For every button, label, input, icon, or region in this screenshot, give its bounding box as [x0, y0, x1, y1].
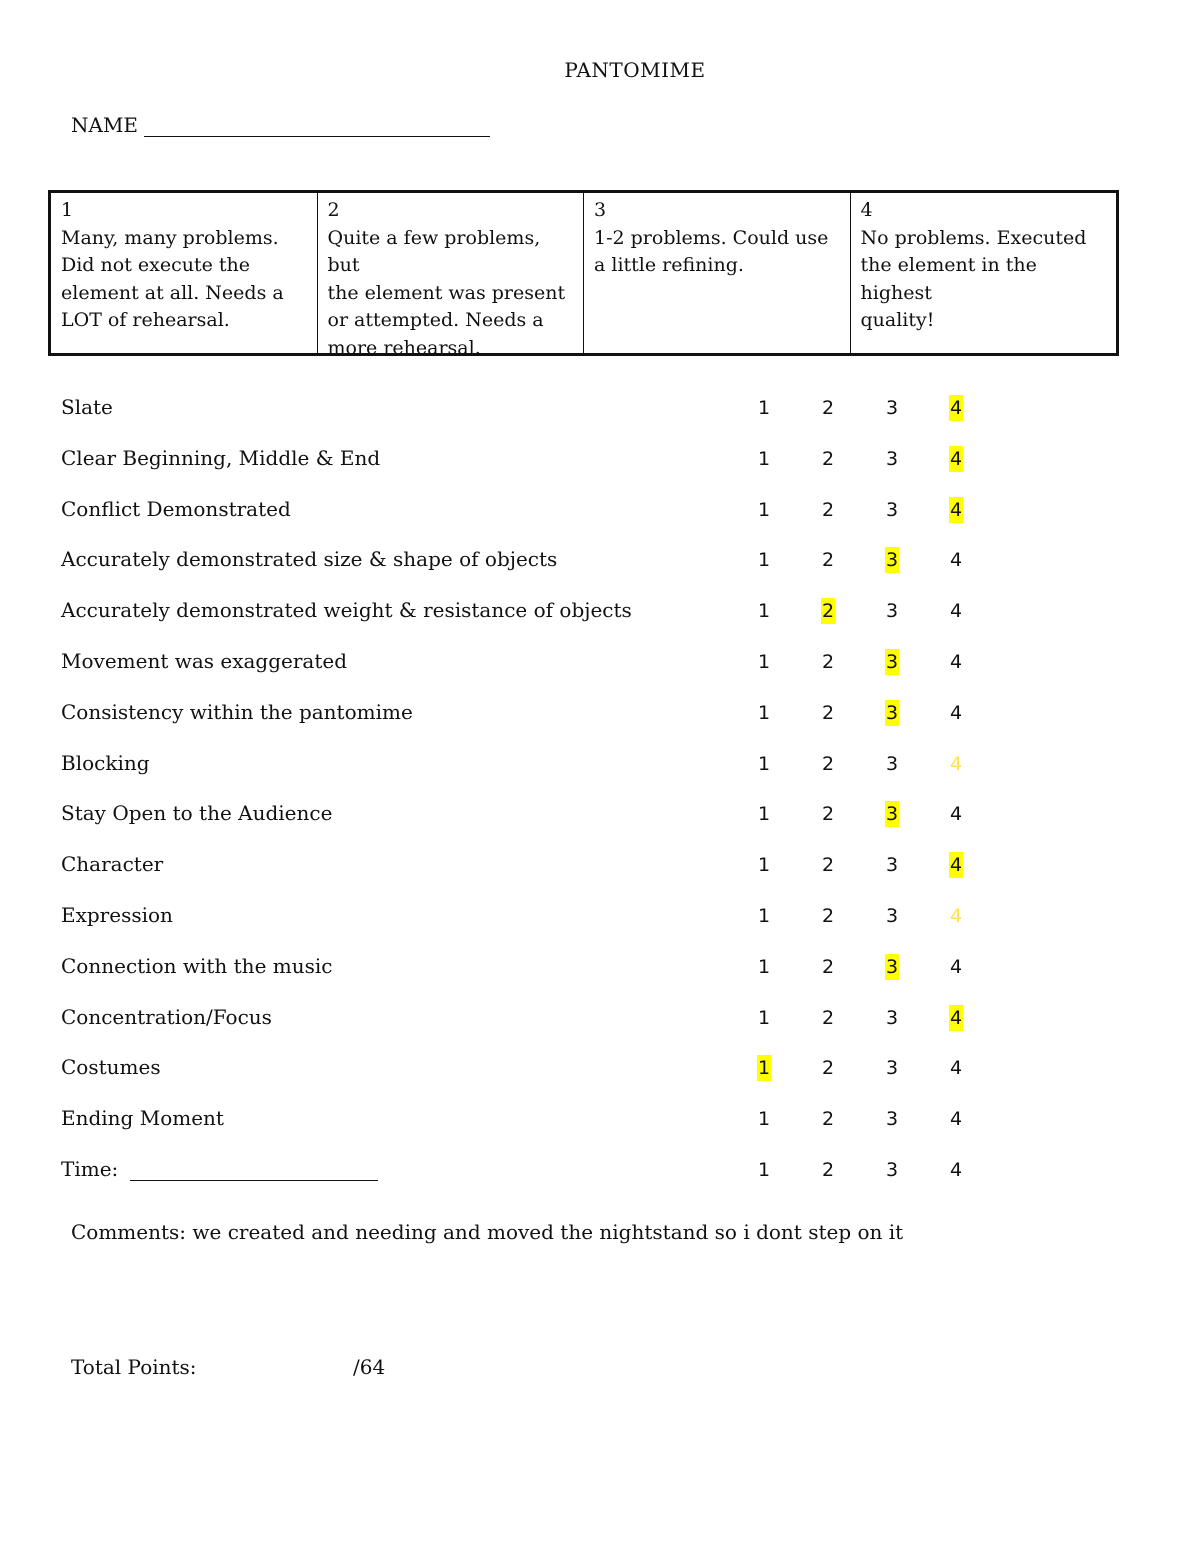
- score-option-1[interactable]: 1: [758, 651, 771, 673]
- score-option-4[interactable]: 4: [950, 1159, 963, 1181]
- score-option-3[interactable]: 3: [886, 397, 899, 419]
- scale-description-line: the element in the highest: [860, 254, 1037, 304]
- criterion-label: [61, 1055, 161, 1079]
- criterion-label-text: Conflict Demonstrated: [61, 497, 291, 521]
- criterion-label-text: Movement was exaggerated: [61, 649, 348, 673]
- score-option-4[interactable]: 4: [950, 753, 963, 775]
- criterion-label-text: Character: [61, 852, 164, 876]
- score-option-4[interactable]: 4: [950, 600, 963, 622]
- score-option-4[interactable]: 4: [950, 803, 963, 825]
- score-option-1[interactable]: 1: [758, 702, 771, 724]
- score-option-4[interactable]: 4: [950, 397, 963, 419]
- scale-description-line: Quite a few problems, but: [327, 226, 541, 276]
- criterion-label-text: Accurately demonstrated size & shape of objects: [61, 547, 558, 571]
- scale-description-line: Many, many problems.: [61, 226, 279, 249]
- score-option-3[interactable]: 3: [886, 1108, 899, 1130]
- criterion-label-text: Stay Open to the Audience: [61, 801, 333, 825]
- score-option-4[interactable]: 4: [950, 1057, 963, 1079]
- criterion-label-text: Time:: [61, 1157, 119, 1181]
- score-option-3[interactable]: 3: [886, 651, 899, 673]
- criterion-label-text: Clear Beginning, Middle & End: [61, 446, 381, 470]
- score-option-1[interactable]: 1: [758, 1108, 771, 1130]
- score-option-2[interactable]: 2: [822, 854, 835, 876]
- criterion-label-text: Consistency within the pantomime: [61, 700, 413, 724]
- criterion-row: [0, 1005, 1200, 1039]
- score-option-2[interactable]: 2: [822, 499, 835, 521]
- score-option-1[interactable]: 1: [758, 905, 771, 927]
- criterion-label: [61, 954, 332, 978]
- criterion-label-text: Connection with the music: [61, 954, 333, 978]
- scale-description-line: more rehearsal.: [327, 336, 481, 359]
- score-option-4[interactable]: 4: [950, 1108, 963, 1130]
- criterion-label: [61, 446, 380, 470]
- scoring-scale-table: [48, 190, 1119, 359]
- scale-cell-3: [584, 193, 851, 353]
- scale-description-line: 1-2 problems. Could use: [594, 226, 829, 249]
- score-option-3[interactable]: 3: [886, 448, 899, 470]
- scale-cell-2: [318, 193, 585, 359]
- score-option-2[interactable]: 2: [822, 905, 835, 927]
- score-option-4[interactable]: 4: [950, 549, 963, 571]
- criterion-label: [61, 700, 413, 724]
- score-option-3[interactable]: 3: [886, 905, 899, 927]
- criterion-row: [0, 395, 1200, 429]
- score-option-1[interactable]: 1: [758, 499, 771, 521]
- scale-description-line: No problems. Executed: [860, 226, 1087, 249]
- criterion-row: [0, 649, 1200, 683]
- criterion-row: [0, 1157, 1200, 1191]
- score-option-2[interactable]: 2: [822, 397, 835, 419]
- scale-cell-4: [851, 193, 1117, 353]
- score-option-1[interactable]: 1: [758, 854, 771, 876]
- criterion-label: [61, 547, 557, 571]
- criterion-row: [0, 954, 1200, 988]
- criterion-label: [61, 649, 347, 673]
- score-option-1[interactable]: 1: [758, 1159, 771, 1181]
- score-option-3[interactable]: 3: [886, 549, 899, 571]
- scale-description-line: Did not execute the: [61, 254, 250, 276]
- score-option-2[interactable]: 2: [822, 956, 835, 978]
- total-points-max: /64: [353, 1355, 386, 1379]
- score-option-3[interactable]: 3: [886, 1007, 899, 1029]
- scale-description-line: LOT of rehearsal.: [61, 309, 230, 331]
- name-field: [71, 113, 490, 137]
- total-points-label: Total Points:: [71, 1355, 197, 1379]
- score-option-4[interactable]: 4: [950, 1007, 963, 1029]
- scale-number: 3: [594, 199, 607, 221]
- score-option-1[interactable]: 1: [758, 448, 771, 470]
- criterion-row: [0, 903, 1200, 937]
- scale-description-line: element at all. Needs a: [61, 281, 284, 304]
- criterion-label-text: Accurately demonstrated weight & resistance of objects: [61, 598, 632, 622]
- score-option-3[interactable]: 3: [886, 854, 899, 876]
- name-label: NAME: [71, 113, 139, 137]
- criterion-label: [61, 598, 632, 622]
- time-blank[interactable]: [130, 1160, 378, 1181]
- score-option-4[interactable]: 4: [950, 905, 963, 927]
- name-blank[interactable]: [144, 116, 490, 137]
- criterion-row: [0, 801, 1200, 835]
- comments-text: Comments: we created and needing and moved the nightstand so i dont step on it: [71, 1220, 904, 1244]
- criterion-label-text: Concentration/Focus: [61, 1005, 272, 1029]
- criterion-label-text: Ending Moment: [61, 1106, 224, 1130]
- score-option-3[interactable]: 3: [886, 702, 899, 724]
- score-option-2[interactable]: 2: [822, 803, 835, 825]
- criterion-label: [61, 903, 173, 927]
- criterion-row: [0, 497, 1200, 531]
- criterion-row: [0, 446, 1200, 480]
- scale-number: 1: [61, 199, 74, 221]
- scale-cell-1: [51, 193, 318, 353]
- score-option-3[interactable]: 3: [886, 956, 899, 978]
- score-option-2[interactable]: 2: [822, 1159, 835, 1181]
- page-title: PANTOMIME: [564, 58, 706, 82]
- score-option-3[interactable]: 3: [886, 1057, 899, 1079]
- criterion-label: [61, 1157, 378, 1181]
- criterion-row: [0, 751, 1200, 785]
- score-option-1[interactable]: 1: [758, 600, 771, 622]
- score-option-1[interactable]: 1: [758, 549, 771, 571]
- scale-description-line: a little refining.: [594, 254, 744, 276]
- criterion-label: [61, 1106, 224, 1130]
- score-option-4[interactable]: 4: [950, 854, 963, 876]
- score-option-3[interactable]: 3: [886, 499, 899, 521]
- criterion-label: [61, 395, 113, 419]
- criterion-row: [0, 1106, 1200, 1140]
- score-option-2[interactable]: 2: [822, 1108, 835, 1130]
- score-option-1[interactable]: 1: [758, 397, 771, 419]
- score-option-1[interactable]: 1: [758, 1057, 771, 1079]
- score-option-2[interactable]: 2: [822, 600, 835, 622]
- criterion-label: [61, 1005, 272, 1029]
- criterion-label: [61, 497, 291, 521]
- score-option-4[interactable]: 4: [950, 651, 963, 673]
- scale-number: 2: [327, 199, 340, 221]
- criterion-row: [0, 700, 1200, 734]
- scale-description-line: or attempted. Needs a: [327, 309, 544, 331]
- criterion-row: [0, 598, 1200, 632]
- score-option-1[interactable]: 1: [758, 956, 771, 978]
- score-option-3[interactable]: 3: [886, 753, 899, 775]
- score-option-2[interactable]: 2: [822, 753, 835, 775]
- score-option-3[interactable]: 3: [886, 1159, 899, 1181]
- criterion-label: [61, 751, 150, 775]
- score-option-4[interactable]: 4: [950, 448, 963, 470]
- criterion-row: [0, 547, 1200, 581]
- score-option-4[interactable]: 4: [950, 956, 963, 978]
- criterion-label-text: Slate: [61, 395, 113, 419]
- scale-description-line: the element was present: [327, 281, 566, 304]
- criterion-row: [0, 1055, 1200, 1089]
- score-option-2[interactable]: 2: [822, 1007, 835, 1029]
- score-option-2[interactable]: 2: [822, 1057, 835, 1079]
- score-option-2[interactable]: 2: [822, 651, 835, 673]
- score-option-4[interactable]: 4: [950, 702, 963, 724]
- score-option-2[interactable]: 2: [822, 448, 835, 470]
- score-option-4[interactable]: 4: [950, 499, 963, 521]
- criterion-label: [61, 801, 332, 825]
- criterion-label: [61, 852, 163, 876]
- criterion-label-text: Costumes: [61, 1055, 161, 1079]
- score-option-2[interactable]: 2: [822, 549, 835, 571]
- score-option-3[interactable]: 3: [886, 600, 899, 622]
- criterion-label-text: Blocking: [61, 751, 150, 775]
- scale-description-line: quality!: [860, 309, 935, 331]
- score-option-3[interactable]: 3: [886, 803, 899, 825]
- score-option-2[interactable]: 2: [822, 702, 835, 724]
- criterion-row: [0, 852, 1200, 886]
- total-points: [71, 1355, 386, 1379]
- scale-number: 4: [860, 199, 873, 221]
- score-option-1[interactable]: 1: [758, 753, 771, 775]
- score-option-1[interactable]: 1: [758, 803, 771, 825]
- score-option-1[interactable]: 1: [758, 1007, 771, 1029]
- criterion-label-text: Expression: [61, 903, 173, 927]
